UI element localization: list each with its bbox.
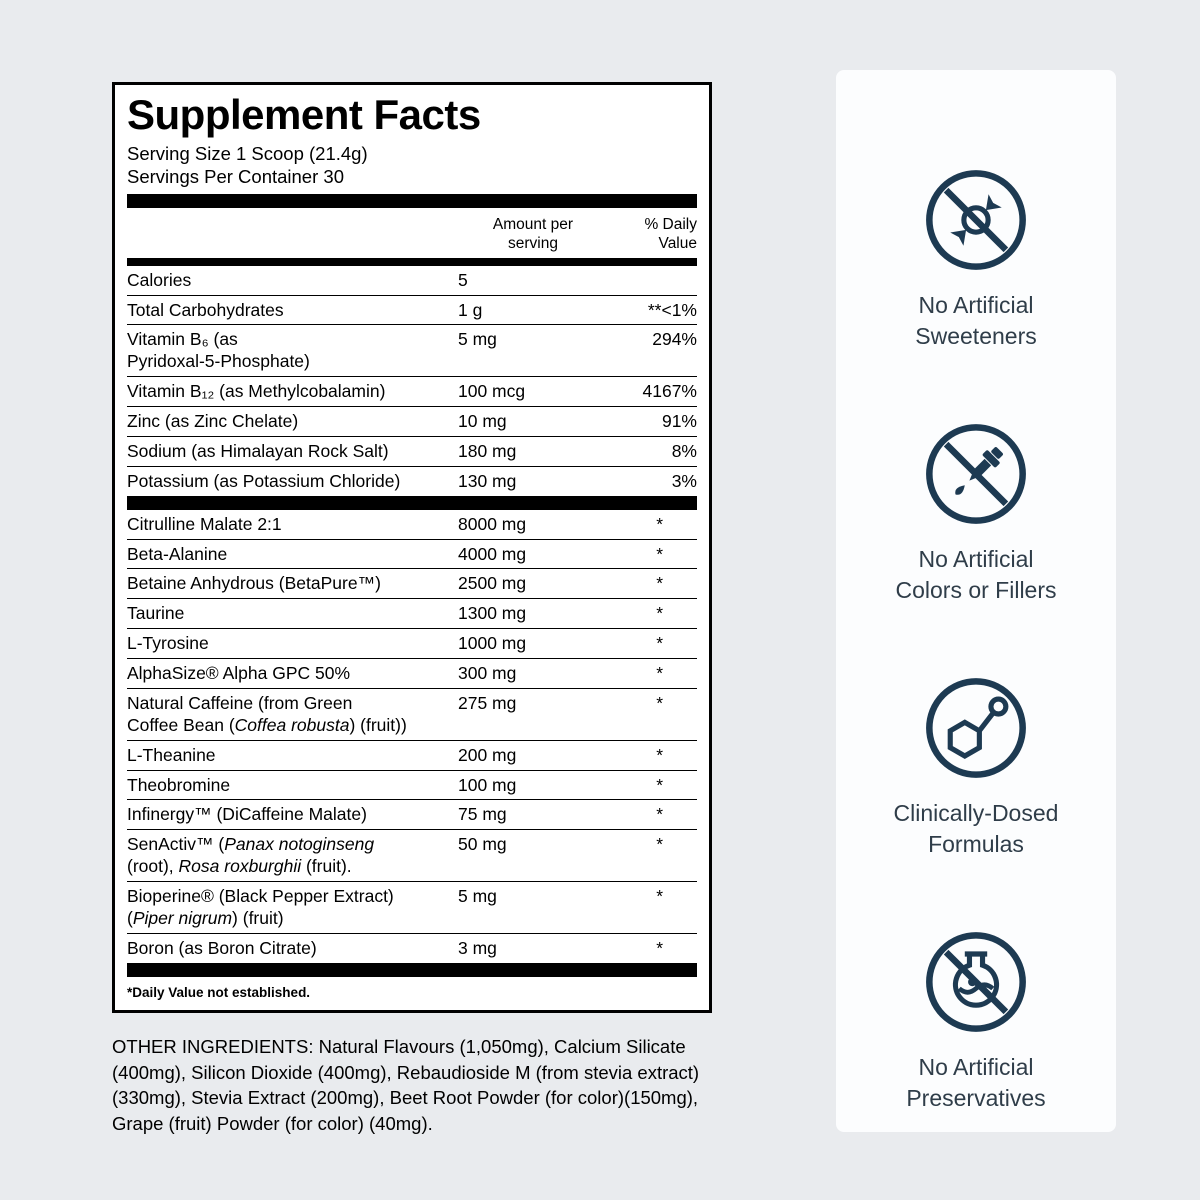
ingredient-daily-value: *: [656, 692, 663, 713]
table-row: [127, 659, 697, 689]
column-header-amount: [458, 215, 608, 254]
badge-caption-line: Clinically-Dosed: [893, 800, 1059, 827]
ingredient-daily-value: 3%: [671, 470, 697, 491]
feature-badges-panel: [836, 70, 1116, 1132]
column-header-amount-line2: serving: [508, 235, 558, 253]
ingredient-amount: 5 mg: [458, 329, 497, 350]
badge-caption-line: Preservatives: [906, 1085, 1046, 1112]
ingredient-name: Calories: [127, 269, 192, 290]
ingredient-daily-value: *: [656, 774, 663, 795]
table-row: [127, 629, 697, 659]
ingredient-daily-value: **<1%: [647, 299, 697, 320]
ingredient-amount: 3 mg: [458, 937, 497, 958]
badge-no-artificial-preservatives: [906, 926, 1045, 1114]
badge-no-artificial-colors: [895, 418, 1056, 606]
ingredient-amount: 4000 mg: [458, 543, 527, 564]
ingredient-name: Vitamin B₆ (as Pyridoxal-5-Phosphate): [127, 329, 310, 372]
divider-bar-thick: [127, 496, 697, 510]
ingredient-amount: 1 g: [458, 299, 483, 320]
ingredient-amount: 100 mcg: [458, 381, 526, 402]
badge-caption-line: No Artificial: [918, 292, 1034, 318]
badge-caption: [906, 1052, 1045, 1114]
ingredient-daily-value: *: [656, 663, 663, 684]
table-row: [127, 437, 697, 467]
table-row: [127, 599, 697, 629]
badge-clinically-dosed: [894, 672, 1059, 860]
badge-caption: [894, 798, 1059, 860]
ingredient-daily-value: *: [656, 804, 663, 825]
ingredient-name: Beta-Alanine: [127, 543, 228, 564]
clinically-dosed-icon: [920, 672, 1032, 784]
ingredient-name: Taurine: [127, 603, 185, 624]
badge-no-artificial-sweeteners: [915, 164, 1036, 352]
other-ingredients-text: OTHER INGREDIENTS: Natural Flavours (1,050mg), Calcium Silicate (400mg), Silicon Dioxide (400mg), Rebaudioside M (from stevia extract) (330mg), Stevia Extract (200mg), Beet Root Powder (for color)(150mg), Grape (fruit) Powder (for color) (40mg).: [112, 1036, 700, 1134]
nutrients-table: [127, 266, 697, 496]
ingredient-name: Sodium (as Himalayan Rock Salt): [127, 440, 389, 461]
ingredient-name: Zinc (as Zinc Chelate): [127, 411, 299, 432]
table-row: [127, 510, 697, 540]
ingredient-name: L-Tyrosine: [127, 633, 209, 654]
ingredient-amount: 5: [458, 269, 468, 290]
ingredient-name: Theobromine: [127, 774, 231, 795]
ingredient-daily-value: *: [656, 834, 663, 855]
ingredient-name: Betaine Anhydrous (BetaPure™): [127, 573, 381, 594]
ingredient-name: Vitamin B₁₂ (as Methylcobalamin): [127, 381, 386, 402]
ingredient-name: Bioperine® (Black Pepper Extract) (Piper nigrum) (fruit): [127, 886, 394, 928]
column-header-amount-line1: Amount per: [492, 215, 574, 233]
table-row: [127, 467, 697, 496]
ingredient-daily-value: *: [656, 543, 663, 564]
ingredient-daily-value: 4167%: [642, 381, 697, 402]
table-row: [127, 377, 697, 407]
ingredient-name: Citrulline Malate 2:1: [127, 513, 282, 534]
table-row: [127, 934, 697, 963]
ingredient-daily-value: *: [656, 633, 663, 654]
ingredient-daily-value: *: [656, 573, 663, 594]
table-row: [127, 882, 697, 934]
table-row: [127, 569, 697, 599]
daily-value-footnote: *Daily Value not established.: [127, 984, 311, 1000]
ingredient-amount: 8000 mg: [458, 513, 527, 534]
servings-per-container-text: Servings Per Container 30: [127, 166, 344, 188]
ingredient-name: Boron (as Boron Citrate): [127, 937, 317, 958]
ingredient-amount: 275 mg: [458, 692, 517, 713]
ingredient-daily-value: *: [656, 513, 663, 534]
table-row: [127, 540, 697, 570]
ingredient-daily-value: *: [656, 603, 663, 624]
ingredient-amount: 75 mg: [458, 804, 507, 825]
table-row: [127, 296, 697, 326]
badge-caption-line: Formulas: [928, 831, 1024, 858]
table-row: [127, 325, 697, 377]
ingredient-amount: 100 mg: [458, 774, 517, 795]
ingredient-amount: 50 mg: [458, 834, 507, 855]
ingredient-amount: 1300 mg: [458, 603, 527, 624]
no-artificial-preservatives-icon: [920, 926, 1032, 1038]
divider-bar-medium: [127, 258, 697, 266]
ingredient-name: AlphaSize® Alpha GPC 50%: [127, 663, 351, 684]
divider-bar-thick: [127, 194, 697, 208]
table-row: [127, 800, 697, 830]
ingredient-name: SenActiv™ (Panax notoginseng (root), Rosa roxburghii (fruit).: [127, 834, 375, 877]
ingredient-daily-value: 91%: [661, 411, 697, 432]
ingredient-daily-value: *: [656, 937, 663, 958]
ingredient-amount: 300 mg: [458, 663, 517, 684]
table-row: [127, 689, 697, 741]
ingredient-daily-value: 8%: [671, 440, 697, 461]
ingredient-amount: 5 mg: [458, 886, 497, 907]
ingredient-name: Potassium (as Potassium Chloride): [127, 470, 401, 491]
badge-caption-line: Sweeteners: [915, 323, 1037, 350]
table-row: [127, 771, 697, 801]
serving-size-text: Serving Size 1 Scoop (21.4g): [127, 143, 368, 165]
badge-caption-line: No Artificial: [918, 1054, 1034, 1081]
divider-bar-thick: [127, 963, 697, 977]
ingredient-amount: 1000 mg: [458, 633, 527, 654]
active-ingredients-table: [127, 510, 697, 963]
column-header-daily-value: % Daily Value: [644, 215, 697, 253]
badge-caption-line: Colors or Fillers: [895, 577, 1057, 604]
ingredient-daily-value: *: [656, 744, 663, 765]
supplement-facts-panel: [112, 82, 712, 1013]
ingredient-name: L-Theanine: [127, 744, 216, 765]
badge-caption-line: No Artificial: [918, 546, 1034, 573]
ingredient-amount: 10 mg: [458, 411, 507, 432]
table-row: [127, 830, 697, 882]
table-row: [127, 266, 697, 296]
ingredient-name: Infinergy™ (DiCaffeine Malate): [127, 804, 367, 825]
ingredient-amount: 200 mg: [458, 744, 517, 765]
ingredient-daily-value: *: [656, 886, 663, 907]
no-artificial-colors-icon: [920, 418, 1032, 530]
ingredient-daily-value: 294%: [652, 329, 697, 350]
table-row: [127, 741, 697, 771]
badge-caption: [895, 544, 1056, 606]
ingredient-name: Total Carbohydrates: [127, 299, 284, 320]
badge-caption: [915, 290, 1036, 352]
facts-title: Supplement Facts: [127, 91, 481, 138]
no-artificial-sweeteners-icon: [920, 164, 1032, 276]
table-row: [127, 407, 697, 437]
ingredient-amount: 2500 mg: [458, 573, 527, 594]
ingredient-amount: 130 mg: [458, 470, 517, 491]
ingredient-amount: 180 mg: [458, 440, 517, 461]
ingredient-name: Natural Caffeine (from Green Coffee Bean (Coffea robusta) (fruit)): [127, 692, 407, 735]
table-header: [127, 208, 697, 258]
